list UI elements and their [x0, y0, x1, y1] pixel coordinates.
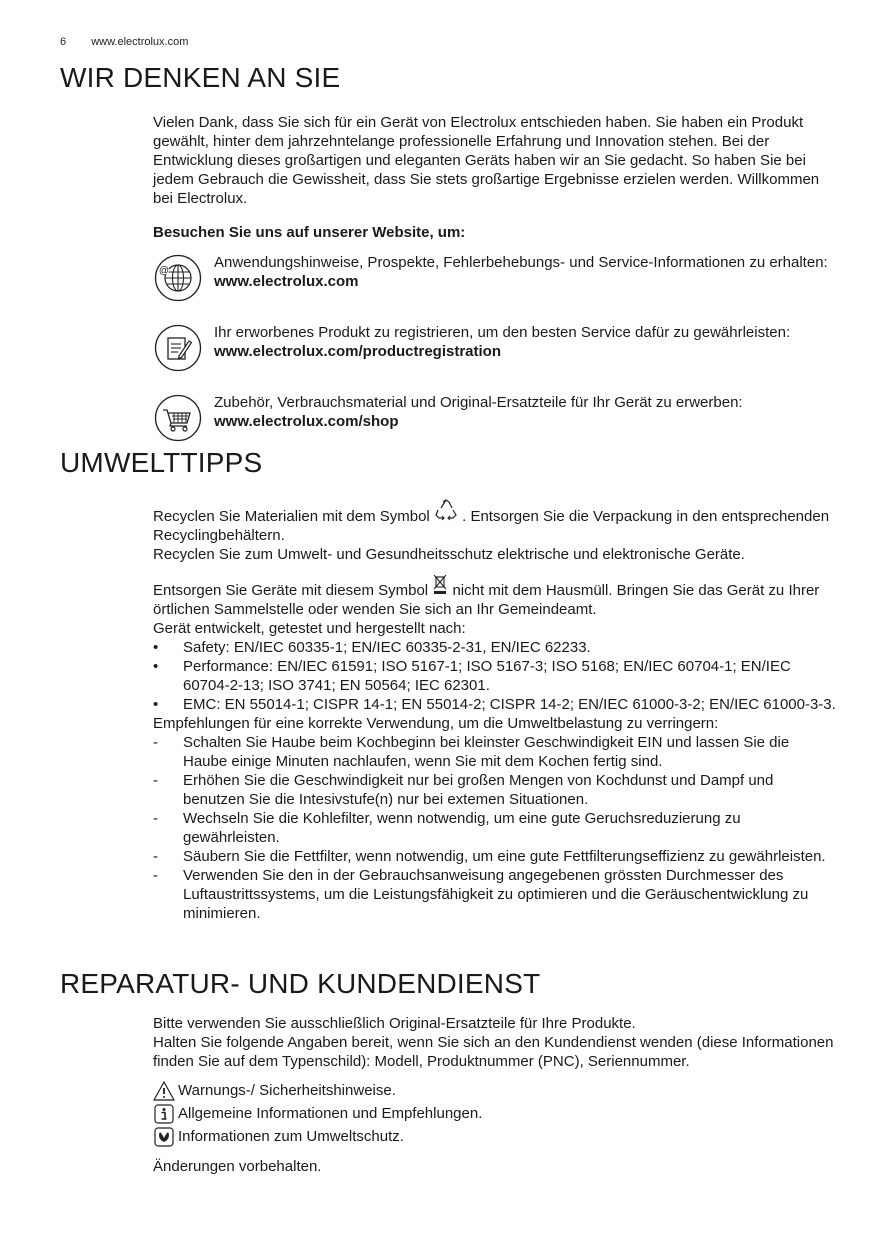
website-item-registration-text: [214, 323, 839, 361]
list-item: - Wechseln Sie die Kohlefilter, wenn notwendig, um eine gute Geruchsreduzierung zu gewährleisten.: [153, 810, 741, 846]
link-electrolux[interactable]: www.electrolux.com: [214, 273, 359, 290]
website-item-info-text: [214, 253, 839, 291]
section-title-reparatur: REPARATUR- UND KUNDENDIENST: [60, 968, 541, 999]
service-block: [153, 1014, 838, 1176]
page-header: [60, 36, 188, 48]
header-url[interactable]: www.electrolux.com: [91, 36, 189, 48]
symbol-legend: [153, 1079, 838, 1148]
standards-list: [153, 638, 838, 714]
warning-icon: [153, 1081, 175, 1101]
shopping-cart-icon: [153, 393, 203, 443]
environment-icon: [153, 1127, 175, 1147]
section-title-umwelttipps: UMWELTTIPPS: [60, 447, 263, 478]
list-item: - Säubern Sie die Fettfilter, wenn notwendig, um eine gute Fettfilterungseffizienz zu gewährleisten.: [153, 848, 826, 865]
link-shop[interactable]: www.electrolux.com/shop: [214, 413, 399, 430]
list-item: • EMC: EN 55014-1; CISPR 14-1; EN 55014-2; CISPR 14-2; EN/IEC 61000-3-2; EN/IEC 61000-3-3.: [153, 696, 836, 713]
list-item: - Schalten Sie Haube beim Kochbeginn bei kleinster Geschwindigkeit EIN und lassen Sie die Haube einige Minuten nachlaufen, wenn Sie mit dem Kochen fertig sind.: [153, 734, 790, 770]
recycle-paragraph: Recyclen Sie Materialien mit dem Symbol . Entsorgen Sie die Verpackung in den entsprechenden Recyclingbehältern.: [153, 499, 838, 545]
link-productregistration[interactable]: www.electrolux.com/productregistration: [214, 343, 501, 360]
service-text: Bitte verwenden Sie ausschließlich Original-Ersatzteile für Ihre Produkte.: [153, 1015, 636, 1032]
page-number: 6: [60, 36, 67, 48]
list-item: • Safety: EN/IEC 60335-1; EN/IEC 60335-2-31, EN/IEC 62233.: [153, 639, 591, 656]
recycle-line2: Recyclen Sie zum Umwelt- und Gesundheitsschutz elektrische und elektronische Geräte.: [153, 546, 745, 563]
item-text: Anwendungshinweise, Prospekte, Fehlerbehebungs- und Service-Informationen zu erhalten:: [214, 254, 828, 271]
globe-icon: [153, 253, 203, 303]
crossed-bin-icon: [432, 573, 448, 595]
legend-warning: Warnungs-/ Sicherheitshinweise.: [153, 1079, 838, 1102]
list-item: • Performance: EN/IEC 61591; ISO 5167-1; ISO 5167-3; ISO 5168; EN/IEC 60704-1; EN/IEC 60704-2-13; ISO 3741; EN 50564; IEC 62301.: [153, 658, 791, 694]
legend-environment: Informationen zum Umweltschutz.: [153, 1125, 838, 1148]
section-title-wir-denken: WIR DENKEN AN SIE: [60, 62, 341, 93]
registration-icon: [153, 323, 203, 373]
recycling-icon: [434, 499, 458, 521]
legend-info: Allgemeine Informationen und Empfehlungen.: [153, 1102, 838, 1125]
website-item-shop-text: [214, 393, 839, 431]
item-text: Ihr erworbenes Produkt zu registrieren, um den besten Service dafür zu gewährleisten:: [214, 324, 791, 341]
info-icon: [153, 1104, 175, 1124]
list-item: - Erhöhen Sie die Geschwindigkeit nur bei großen Mengen von Kochdunst und Dampf und benutzen Sie die Intesivstufe(n) nur bei extemen Situationen.: [153, 772, 774, 808]
service-text-2: Halten Sie folgende Angaben bereit, wenn Sie sich an den Kundendienst wenden (diese Informationen finden Sie auf dem Typenschild): Modell, Produktnummer (PNC), Seriennummer.: [153, 1034, 834, 1070]
item-text: Zubehör, Verbrauchsmaterial und Original-Ersatzteile für Ihr Gerät zu erwerben:: [214, 394, 743, 411]
recommendations-list: [153, 733, 833, 923]
footer-note: Änderungen vorbehalten.: [153, 1158, 322, 1175]
recommend-intro: Empfehlungen für eine korrekte Verwendung, um die Umweltbelastung zu verringern:: [153, 715, 719, 732]
list-item: - Verwenden Sie den in der Gebrauchsanweisung angegebenen grössten Durchmesser des Luftaustrittssystems, um die Leistungsfähigkeit zu optimieren und die Geräuschentwicklung zu minimieren.: [153, 867, 809, 922]
dispose-paragraph: Entsorgen Sie Geräte mit diesem Symbol nicht mit dem Hausmüll. Bringen Sie das Gerät zu Ihrer örtlichen Sammelstelle oder wenden Sie sich an Ihr Gemeindeamt.: [153, 573, 838, 619]
intro-text: Vielen Dank, dass Sie sich für ein Gerät von Electrolux entschieden haben. Sie haben ein Produkt gewählt, hinter dem jahrzehntelange professionelle Erfahrung und Innovation stehen. Bei der Entwicklung dieses großartigen und eleganten Geräts haben wir an Sie gedacht. So haben Sie bei jedem Gebrauch die Gewissheit, dass Sie stets großartige Ergebnisse erzielen werden. Willkommen bei Electrolux.: [153, 114, 820, 207]
svg-text:@: @: [158, 265, 170, 277]
environment-block: [153, 490, 838, 923]
intro-paragraph: [153, 113, 838, 208]
visit-heading: Besuchen Sie uns auf unserer Website, um:: [153, 224, 466, 241]
standards-intro: Gerät entwickelt, getestet und hergestellt nach:: [153, 620, 466, 637]
